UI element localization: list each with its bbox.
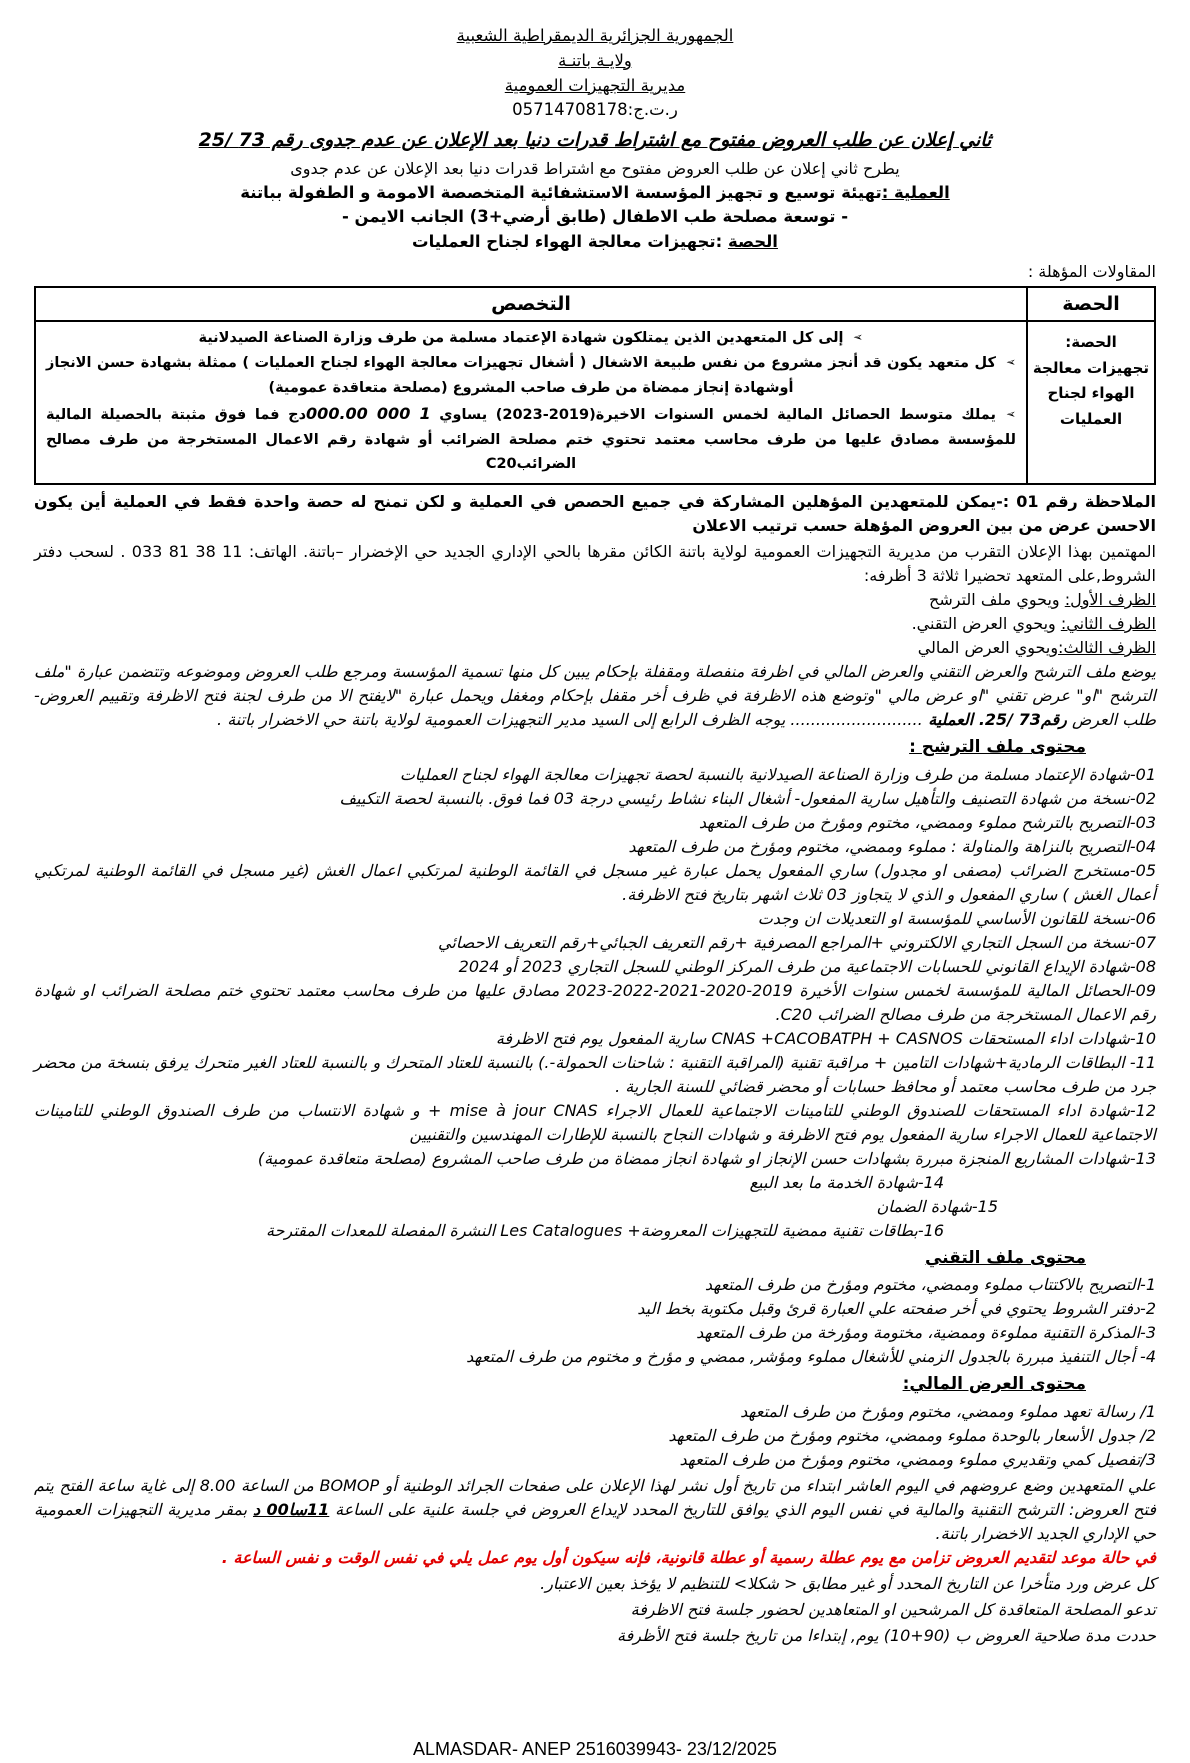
financial-item: 1/ رسالة تعهد مملوء وممضي، مختوم ومؤرخ من طرف المتعهد <box>740 1401 1156 1421</box>
holiday-warning: في حالة موعد لتقديم العروض تزامن مع يوم عطلة رسمية أو عطلة قانونية، فإنه سيكون أول يوم عمل يلي في نفس الوقت و نفس الساعة . <box>221 1547 1156 1567</box>
list-item <box>46 400 1016 477</box>
financial-item: 3/تفصيل كمي وتقديري مملوء وممضي، مختوم ومؤرخ من طرف المتعهد <box>679 1449 1156 1469</box>
candidacy-item: 02-نسخة من شهادة التصنيف والتأهيل سارية المفعول- أشغال البناء نشاط رئيسي درجة 03 فما فوق. بالنسبة لحصة التكييف <box>339 788 1156 808</box>
header-wilaya: ولايـة باتنـة <box>558 50 632 70</box>
specialty-requirement: دج فما فوق مثبتة بالحصيلة المالية للمؤسسة مصادق عليها من طرف محاسب معتمد تحتوي ختم مصلحة الضرائب أو شهادة رقم الاعمال المستخرجة من طرف مصالح الضرائبC20 <box>46 407 1016 473</box>
candidacy-item: 14-شهادة الخدمة ما بعد البيع <box>749 1172 944 1192</box>
operation-subline: - توسعة مصلحة طب الاطفال (طابق أرضي+3) الجانب الايمن - <box>341 207 849 227</box>
list-item <box>46 351 1016 400</box>
financial-item: 2/ جدول الأسعار بالوحدة مملوء وممضي، مختوم ومؤرخ من طرف المتعهد <box>668 1425 1156 1445</box>
column-header-specialty: التخصص <box>35 287 1027 322</box>
envelope-note <box>34 660 1156 732</box>
lots-table <box>34 286 1156 485</box>
candidacy-item: 05-مستخرج الضرائب (مصفى او مجدول) ساري المفعول يحمل عبارة غير مسجل في القائمة الوطنية لمرتكبي اعمال الغش (غير مسجل في القائمة الوطنية لمرتكبي أعمال الغش ) ساري المفعول و الذي لا يتجاوز 03 ثلاث اشهر بتاريخ فتح الاظرفة. <box>34 860 1156 904</box>
candidacy-item: 04-التصريح بالنزاهة والمناولة : مملوء وممضي، مختوم ومؤرخ من طرف المتعهد <box>628 836 1156 856</box>
specialty-requirement: كل متعهد يكون قد أنجز مشروع من نفس طبيعة الاشغال ( أشغال تجهيزات معالجة الهواء لجناح العمليات ) ممثلة بشهادة حسن الانجاز أوشهادة إنجاز ممضاة من طرف صاحب المشروع (مصلحة متعاقدة عمومية) <box>46 354 996 396</box>
note-01: الملاحظة رقم 01 :-يمكن للمتعهدين المؤهلين المشاركة في جميع الحصص في العملية و لكن تمنح له حصة واحدة فقط في العملية أين يكون الاحسن عرض من بين العروض المؤهلة حسب ترتيب الاعلان <box>34 492 1157 536</box>
arrow-bullet-icon: ➢ <box>1005 354 1016 369</box>
table-row <box>35 321 1155 484</box>
candidacy-item: 13-شهادات المشاريع المنجزة مبررة بشهادات حسن الإنجاز او شهادة انجاز ممضاة من طرف صاحب المشروع (مصلحة متعاقدة عمومية) <box>257 1148 1156 1168</box>
anep-footer: ALMASDAR- ANEP 2516039943- 23/12/2025 <box>413 1738 777 1759</box>
envelope-1-text: ويحوي ملف الترشح <box>929 590 1065 610</box>
lot-label: الحصة <box>727 232 778 251</box>
specialty-requirement: يملك متوسط الحصائل المالية لخمس السنوات الاخيرة(2019-2023) يساوي <box>430 407 996 424</box>
candidacy-item: 10-شهادات اداء المستحقات CNAS +CACOBATPH + CASNOS سارية المفعول يوم فتح الاظرفة <box>495 1028 1156 1048</box>
technical-item: 3-المذكرة التقنية مملوءة وممضية، مختومة ومؤرخة من طرف المتعهد <box>696 1323 1156 1343</box>
envelope-2-text: ويحوي العرض التقني. <box>911 614 1061 634</box>
list-item <box>46 326 1016 351</box>
header-directorate: مديرية التجهيزات العمومية <box>504 75 686 95</box>
operation-text: تهيئة توسيع و تجهيز المؤسسة الاستشفائية المتخصصة الامومة و الطفولة بباتنة <box>240 182 882 202</box>
candidacy-item: 07-نسخة من السجل التجاري الالكتروني +المراجع المصرفية +رقم التعريف الجبائي+رقم التعريف الاحصائي <box>438 932 1156 952</box>
section-heading-financial: محتوى العرض المالي: <box>902 1374 1086 1395</box>
lot-cell: الحصة: تجهيزات معالجة الهواء لجناح العمليات <box>1027 321 1155 484</box>
specialty-cell <box>35 321 1027 484</box>
validity-note: حددت مدة صلاحية العروض ب (90+10) يوم, إبتداءا من تاريخ جلسة فتح الأظرفة <box>617 1625 1156 1645</box>
candidacy-item: 08-شهادة الإيداع القانوني للحسابات الاجتماعية من طرف المركز الوطني للسجل التجاري 2023 أو 2024 <box>458 956 1156 976</box>
candidacy-item: 09-الحصائل المالية للمؤسسة لخمس سنوات الأخيرة 2019-2020-2021-2022-2023 مصادق عليها من طرف محاسب معتمد تحتوي ختم مصلحة الضرائب او شهادة رقم الاعمال المستخرجة من طرف مصالح الضرائب C20. <box>34 980 1157 1024</box>
deposit-paragraph <box>34 1474 1156 1546</box>
technical-item: 1-التصريح بالاكتتاب مملوء وممضي، مختوم ومؤرخ من طرف المتعهد <box>704 1275 1156 1295</box>
candidacy-item: 06-نسخة للقانون الأساسي للمؤسسة او التعديلات ان وجدت <box>757 908 1156 928</box>
table-header-row <box>35 287 1155 322</box>
envelope-note-text: يوجه الظرف الرابع إلى السيد مدير التجهيزات العمومية لولاية باتنة حي الاخضرار باتنة . <box>217 710 786 730</box>
technical-item: 2-دفتر الشروط يحتوي في أخر صفحته علي العبارة قرئ وقبل مكتوبة بخط اليد <box>637 1299 1156 1319</box>
envelope-1-label: الظرف الأول: <box>1064 590 1156 610</box>
section-heading-candidacy: محتوى ملف الترشح : <box>909 737 1086 758</box>
header-country: الجمهورية الجزائرية الديمقراطية الشعبية <box>456 26 734 45</box>
candidacy-item: 15-شهادة الضمان <box>876 1196 998 1216</box>
envelope-1-line <box>34 588 1156 612</box>
operation-line <box>34 181 1156 206</box>
envelope-note-text: يوضع ملف الترشح والعرض التقني والعرض المالي في اظرفة منفصلة ومقفلة بإحكام يبين كل منها تسمية المؤسسة ومرجع طلب العروض وموضوعه وتتضمن عبارة "ملف الترشح "او" عرض تقني "او عرض مالي "وتوضع هذه الاظرفة في ظرف أخر مقفل بإحكام ومغفل ويحمل عبارة "لايفتح الا من طرف لجنة فتح الاظرفة وتقييم العروض-طلب <box>34 662 1157 730</box>
lot-text: :تجهيزات معالجة الهواء لجناح العمليات <box>412 232 728 251</box>
minimum-balance-amount: 1 000 000.00 <box>306 404 431 424</box>
operation-label: العملية : <box>881 182 950 202</box>
deposit-text: علي المتعهدين وضع عروضهم في اليوم العاشر ابتداء من تاريخ أول نشر لهذا الإعلان على صفحات الجرائد الوطنية أو BOMOP من الساعة 8.00 إلى غاية ساعة الفتح يتم فتح العروض: الترشح التقنية والمالية في نفس اليوم الذي يوافق للتاريخ المحدد لإيداع العروض في جلسة علنية على الساعة <box>34 1475 1157 1519</box>
opening-time: 11سا00 د <box>252 1499 330 1519</box>
specialty-requirement: إلى كل المتعهدين الذين يمتلكون شهادة الإعتماد مسلمة من طرف وزارة الصناعة الصيدلانية <box>198 330 844 347</box>
header-registry-number: ر.ت.ج:05714708178 <box>512 100 678 120</box>
candidacy-item: 03-التصريح بالترشح مملوء وممضي، مختوم ومؤرخ من طرف المتعهد <box>698 812 1156 832</box>
dotted-blank: .......................... <box>785 710 923 730</box>
tender-reference-number: رقم73 /25. <box>978 710 1067 730</box>
envelope-3-label: الظرف الثالث: <box>1058 638 1156 658</box>
column-header-lot: الحصة <box>1027 287 1155 322</box>
late-offer-note: كل عرض ورد متأخرا عن التاريخ المحدد أو غير مطابق < شكلا> للتنظيم لا يؤخذ بعين الاعتبار. <box>540 1573 1156 1593</box>
candidacy-item: 01-شهادة الإعتماد مسلمة من طرف وزارة الصناعة الصيدلانية بالنسبة لحصة تجهيزات معالجة الهواء لجناح العمليات <box>399 764 1156 784</box>
envelope-3-text: ويحوي العرض المالي <box>917 638 1059 658</box>
candidacy-item: 16-بطاقات تقنية ممضية للتجهيزات المعروضة+ Les Catalogues النشرة المفصلة للمعدات المقترحة <box>266 1220 944 1240</box>
intro-line: يطرح ثاني إعلان عن طلب العروض مفتوح مع اشتراط قدرات دنيا بعد الإعلان عن عدم جدوى <box>290 158 900 178</box>
candidacy-item: 11- البطاقات الرمادية+شهادات التامين + مراقبة تقنية (المراقبة التقنية : شاحنات الحمولة-.) بالنسبة للعتاد المتحرك و بالنسبة للعتاد الغير متحرك يرفق بنسخة من محضر جرد من طرف محاسب معتمد أو محافظ حسابات أو محضر قضائي للسنة الجارية . <box>34 1052 1156 1096</box>
lot-line <box>34 230 1156 255</box>
candidacy-item: 12-شهادة اداء المستحقات للصندوق الوطني للتامينات الاجتماعية للعمال الاجراء mise à jour CNAS + و شهادة الانتساب من طرف الصندوق الوطني للتامينات الاجتماعية للعمال الاجراء سارية المفعول يوم فتح الاظرفة و شهادات النجاح بالنسبة للإطارات المهندسين والتقنيين <box>34 1100 1157 1144</box>
envelope-2-label: الظرف الثاني: <box>1060 614 1156 634</box>
technical-item: 4- أجال التنفيذ مبررة بالجدول الزمني للأشغال مملوء ومؤشر, ممضي و مؤرخ و مختوم من طرف المتعهد <box>466 1347 1156 1367</box>
qualified-contractors-caption: المقاولات المؤهلة : <box>1027 261 1156 281</box>
invitation-note: تدعو المصلحة المتعاقدة كل المرشحين او المتعاهدين لحضور جلسة فتح الاظرفة <box>630 1599 1156 1619</box>
tender-reference: العرض <box>1066 710 1118 730</box>
section-heading-technical: محتوى ملف التقني <box>924 1247 1086 1268</box>
envelope-2-line <box>34 612 1156 636</box>
operation-word: العملية <box>922 710 979 730</box>
page-title: ثاني إعلان عن طلب العروض مفتوح مع اشتراط قدرات دنيا بعد الإعلان عن عدم جدوى رقم 73 /25 <box>198 129 992 151</box>
deposit-text: بمقر مديرية التجهيزات العمومية حي الإداري الجديد الاخضرار باتنة. <box>34 1499 1156 1543</box>
arrow-bullet-icon: ➢ <box>853 330 864 345</box>
envelope-3-line <box>34 636 1156 660</box>
contact-paragraph: المهتمين بهذا الإعلان التقرب من مديرية التجهيزات العمومية لولاية باتنة الكائن مقرها بالحي الإداري الجديد حي الإخضرار –باتنة. الهاتف: 11 38 81 033 . لسحب دفتر الشروط,على المتعهد تحضيرا ثلاثة 3 أظرفه: <box>34 542 1156 586</box>
arrow-bullet-icon: ➢ <box>1005 407 1016 422</box>
